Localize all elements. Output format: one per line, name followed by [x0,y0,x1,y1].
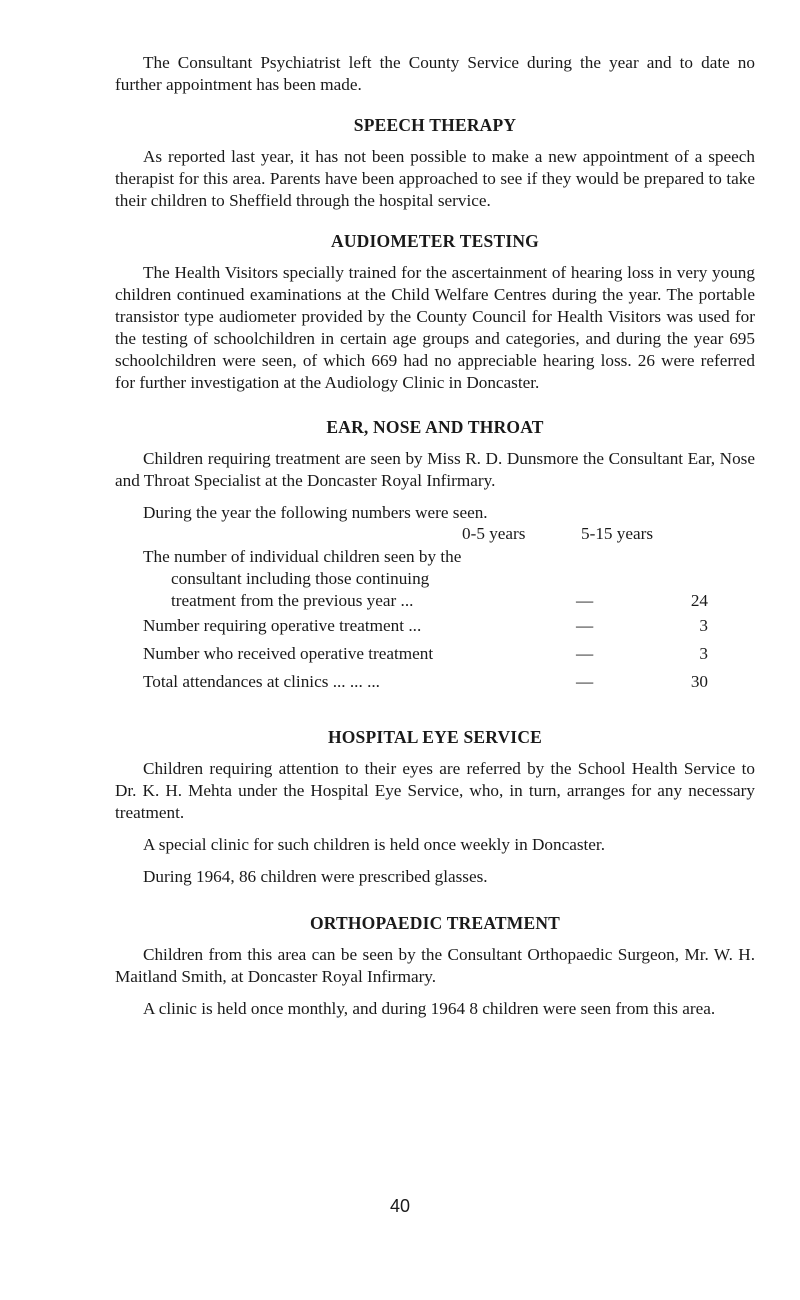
eye-service-heading: HOSPITAL EYE SERVICE [327,727,543,747]
row-label: Number requiring operative treatment ... [143,616,422,635]
row-value-5-15: 3 [699,644,708,663]
row-value-5-15: 3 [699,616,708,635]
table-row [115,612,755,640]
row-value-0-5: — [576,672,594,691]
table-row [115,546,755,612]
row-value-5-15: 24 [690,591,708,610]
row-value-0-5: — [576,616,594,635]
row-value-0-5: — [576,644,594,663]
ent-table [115,502,755,696]
row-label: Total attendances at clinics ... ... ... [143,672,380,691]
row-label: The number of individual children seen by the [143,547,462,566]
row-label: Number who received operative treatment [143,644,434,663]
page-number: 40 [389,1196,411,1216]
table-row [115,668,755,696]
row-value-0-5: — [576,591,594,610]
intro-paragraph: The Consultant Psychiatrist left the County Service during the year and to date no further appointment has been made. [115,53,755,94]
document-page [115,52,755,1020]
table-row [115,640,755,668]
column-header-0-5: 0-5 years [462,524,526,543]
eye-paragraph-2: A special clinic for such children is held once weekly in Doncaster. [143,835,606,854]
ent-heading: EAR, NOSE AND THROAT [326,417,544,437]
speech-therapy-paragraph: As reported last year, it has not been possible to make a new appointment of a speech therapist for this area. Parents have been approached to see if they would be prepared to take their children to Sheffield through the hospital service. [115,147,755,210]
row-value-5-15: 30 [690,672,708,691]
column-header-5-15: 5-15 years [581,524,654,543]
eye-paragraph-3: During 1964, 86 children were prescribed glasses. [143,867,488,886]
orthopaedic-paragraph-1: Children from this area can be seen by the Consultant Orthopaedic Surgeon, Mr. W. H. Maitland Smith, at Doncaster Royal Infirmary. [115,945,755,986]
ent-paragraph: Children requiring treatment are seen by Miss R. D. Dunsmore the Consultant Ear, Nose and Throat Specialist at the Doncaster Royal Infirmary. [115,449,755,490]
speech-therapy-heading: SPEECH THERAPY [353,115,517,135]
ent-table-header [115,524,755,546]
orthopaedic-paragraph-2: A clinic is held once monthly, and during 1964 8 children were seen from this area. [143,999,716,1018]
row-label: consultant including those continuing [171,569,430,588]
orthopaedic-heading: ORTHOPAEDIC TREATMENT [309,913,561,933]
eye-paragraph-1: Children requiring attention to their eyes are referred by the School Health Service to Dr. K. H. Mehta under the Hospital Eye Service, who, in turn, arranges for any necessary treatment. [115,759,755,822]
ent-table-intro: During the year the following numbers were seen. [143,503,488,522]
row-label: treatment from the previous year ... [171,591,414,610]
audiometer-heading: AUDIOMETER TESTING [331,231,539,251]
audiometer-paragraph: The Health Visitors specially trained for the ascertainment of hearing loss in very young children continued examinations at the Child Welfare Centres during the year. The portable transistor type audiometer provided by the County Council for Health Visitors was used for the testing of schoolchildren in certain age groups and categories, and during the year 695 schoolchildren were seen, of which 669 had no appreciable hearing loss. 26 were referred for further investigation at the Audiology Clinic in Doncaster. [115,263,755,392]
